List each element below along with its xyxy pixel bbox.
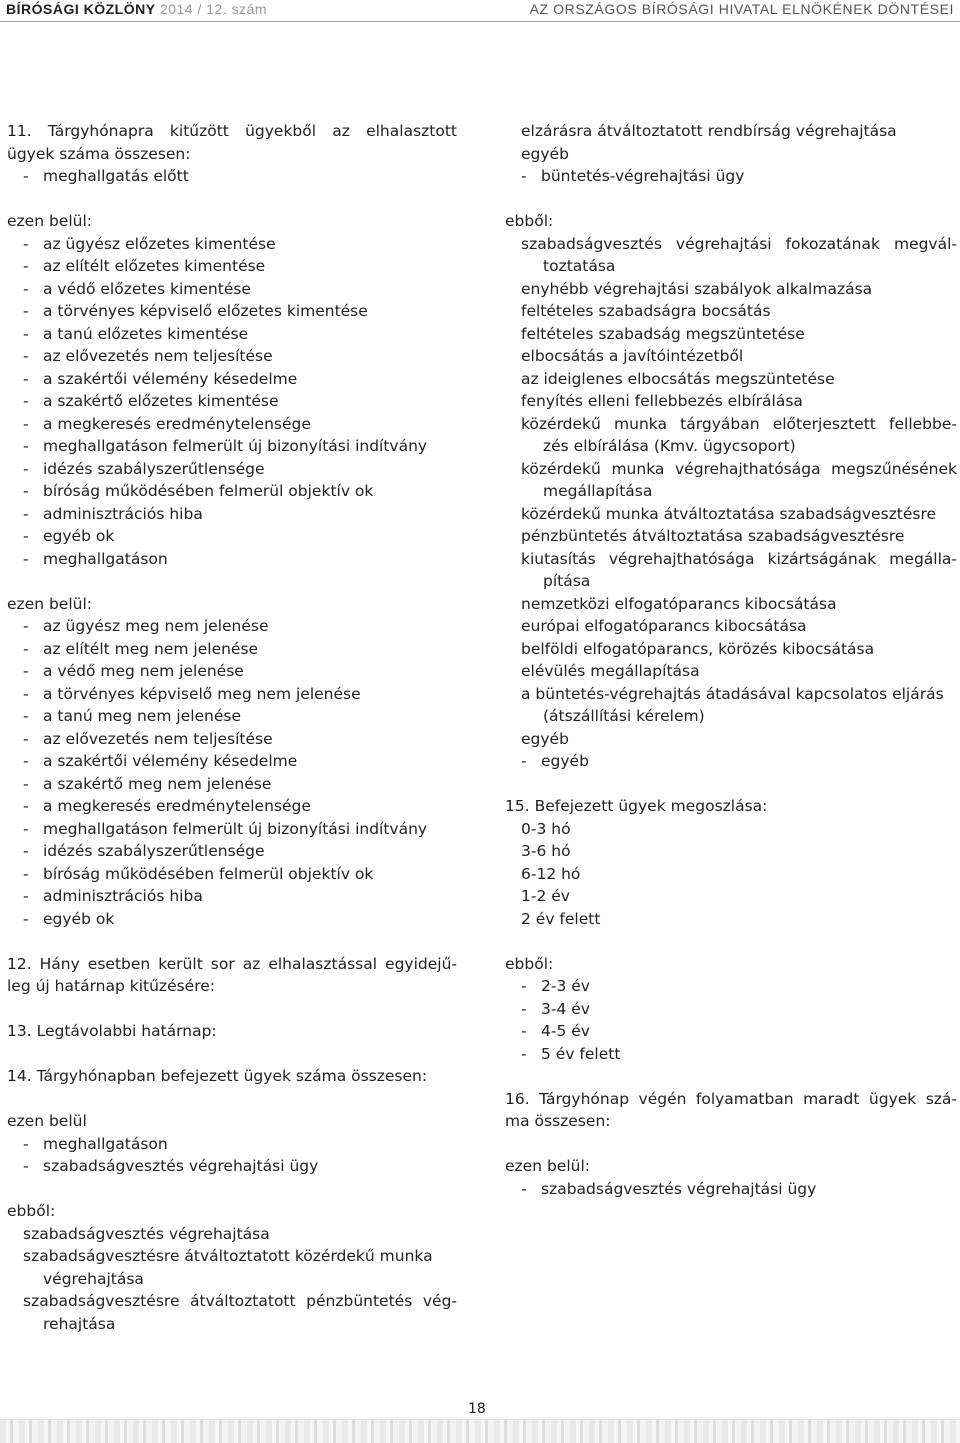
journal-name: BÍRÓSÁGI KÖZLÖNY [6, 1, 156, 17]
list-item: szabadságvesztés végrehajtása [23, 1224, 270, 1243]
issue-number: 2014 / 12. szám [159, 1, 268, 17]
list-item: kiutasítás végrehajthatósága kizártságának megálla- [521, 549, 957, 568]
right-column: elzárásra átváltoztatott rendbírság végrehajtása egyéb - büntetés-végrehajtási ügy ebből: szabadságvesztés végrehajtási fokozatának megvál- toztatása enyhébb végrehajtási szabályok alkalmazása feltételes szabadságra bocsátás feltételes szabadság megszüntetése elbocsátás a javítóintézetből az ideiglenes elbocsátás megszüntetése fenyítés elleni fellebbezés elbírálása közérdekű munka tárgyában előterjesztett fellebbe- zés elbírálása (Kmv. ügycsoport) közérdekű munka végrehajthatósága megszűnésének megállapítása közérdekű munka átváltoztatása szabadságvesztésre pénzbüntetés átváltoztatása szabadságvesztésre kiutasítás végrehajthatósága kizártságának megálla- pítása nemzetközi elfogatóparancs kibocsátása európai elfogatóparancs kibocsátása belföldi elfogatóparancs, körözés kibocsátása elévülés megállapítása a büntetés-végrehajtás átadásával kapcsolatos eljárás (átszállítási kérelem) egyéb - egyéb 15. Befejezett ügyek megoszlása: 0-3 hó 3-6 hó 6-12 hó 1-2 év 2 év felett ebből: - 2-3 év - 3-4 év - 4-5 év - 5 év felett 16. Tárgyhónap végén folyamatban maradt ügyek szá- ma összesen: ezen belül: - szabadságvesztés végrehajtási ügy [505, 120, 957, 1200]
list-item: szabadságvesztés végrehajtási fokozatának megvál- [521, 234, 957, 253]
page-footer [0, 1397, 960, 1442]
question-11-cont: ügyek száma összesen: [7, 144, 191, 163]
list-item: - egyéb ok [23, 909, 115, 928]
list-item: - az ügyész meg nem jelenése [23, 617, 269, 635]
question-12: 12. Hány esetben került sor az elhalasztással egyidejű- [7, 954, 457, 973]
list-item: - meghallgatáson [23, 1134, 168, 1153]
list-item: - szabadságvesztés végrehajtási ügy [23, 1157, 319, 1175]
list-item: 1-2 év [521, 887, 570, 905]
list-item: - a törvényes képviselő előzetes kimentése [23, 302, 368, 320]
list-item: - 5 év felett [521, 1044, 621, 1063]
section-label: ebből: [7, 1202, 56, 1220]
list-item: - egyéb [521, 752, 589, 770]
list-item: - az elítélt előzetes kimentése [23, 257, 266, 275]
list-item: közérdekű munka végrehajthatósága megszűnésének [521, 459, 957, 478]
list-item: - a megkeresés eredménytelensége [23, 414, 311, 433]
list-item: - az elővezetés nem teljesítése [23, 729, 273, 748]
list-item: fenyítés elleni fellebbezés elbírálása [521, 392, 803, 410]
list-item: feltételes szabadság megszüntetése [521, 324, 805, 343]
list-item: - bíróság működésében felmerül objektív ok [23, 482, 374, 500]
list-item: elbocsátás a javítóintézetből [521, 347, 744, 365]
section-label: ebből: [505, 954, 554, 973]
list-item: - a védő előzetes kimentése [23, 279, 251, 298]
list-item: - a szakértői vélemény késedelme [23, 369, 298, 388]
question-13: 13. Legtávolabbi határnap: [7, 1022, 217, 1040]
list-item: - meghallgatáson felmerült új bizonyítási indítvány [23, 819, 428, 838]
list-item: enyhébb végrehajtási szabályok alkalmazása [521, 279, 873, 298]
list-item: - szabadságvesztés végrehajtási ügy [521, 1179, 817, 1198]
list-item: - meghallgatáson [23, 549, 168, 568]
list-item: az ideiglenes elbocsátás megszüntetése [521, 369, 835, 388]
section-label: ezen belül: [7, 594, 92, 613]
list-item: - adminisztrációs hiba [23, 504, 203, 523]
list-item: közérdekű munka tárgyában előterjesztett fellebbe- [521, 414, 957, 433]
list-item: - a tanú meg nem jelenése [23, 707, 242, 725]
list-item: feltételes szabadságra bocsátás [521, 302, 771, 320]
before-hearing-list [7, 233, 457, 571]
list-item: - adminisztrációs hiba [23, 887, 203, 905]
question-11: 11. Tárgyhónapra kitűzött ügyekből az elhalasztott [7, 122, 457, 140]
section-label: ezen belül: [7, 212, 92, 230]
section-label: ezen belül: [505, 1157, 590, 1175]
list-item: - idézés szabályszerűtlensége [23, 842, 265, 860]
section-title [530, 1, 954, 17]
left-column: 11. Tárgyhónapra kitűzött ügyekből az elhalasztott ügyek száma összesen: - meghallgatás előtt ezen belül: - az ügyész előzetes kimentése - az elítélt előzetes kimentése - a védő előzetes kimentése - a törvényes képviselő előzetes kimentése - a tanú előzetes kimentése - az elővezetés nem teljesítése - a szakértői vélemény késedelme - a szakértő előzetes kimentése - a megkeresés eredménytelensége - meghallgatáson felmerült új bizonyítási indítvány - idézés szabályszerűtlensége - bíróság működésében felmerül objektív ok - adminisztrációs hiba - egyéb ok - meghallgatáson ezen belül: - az ügyész meg nem jelenése - az elítélt meg nem jelenése - a védő meg nem jelenése - a törvényes képviselő meg nem jelenése - a tanú meg nem jelenése - az elővezetés nem teljesítése - a szakértői vélemény késedelme - a szakértő meg nem jelenése - a megkeresés eredménytelensége - meghallgatáson felmerült új bizonyítási indítvány - idézés szabályszerűtlensége - bíróság működésében felmerül objektív ok - adminisztrációs hiba - egyéb ok 12. Hány esetben került sor az elhalasztással egyidejű- leg új határnap kitűzésére: 13. Legtávolabbi határnap: 14. Tárgyhónapban befejezett ügyek száma összesen: ezen belül - meghallgatáson - szabadságvesztés végrehajtási ügy ebből: szabadságvesztés végrehajtása szabadságvesztésre átváltoztatott közérdekű munka végrehajtása szabadságvesztésre átváltoztatott pénzbüntetés vég- rehajtása [7, 122, 457, 1333]
question-14: 14. Tárgyhónapban befejezett ügyek száma összesen: [7, 1067, 428, 1085]
page-number: 18 [468, 1401, 486, 1417]
section-label: ezen belül [7, 1112, 87, 1130]
header-rule [0, 21, 960, 22]
list-item: - bíróság működésében felmerül objektív ok [23, 864, 374, 883]
decorative-footer-band [0, 1419, 960, 1443]
running-header [0, 0, 960, 22]
list-item: 6-12 hó [521, 864, 581, 883]
list-item: európai elfogatóparancs kibocsátása [521, 617, 807, 635]
list-item: nemzetközi elfogatóparancs kibocsátása [521, 594, 837, 613]
list-item: egyéb [521, 729, 569, 748]
list-item: a büntetés-végrehajtás átadásával kapcsolatos eljárás [521, 684, 944, 703]
list-item: - az elítélt meg nem jelenése [23, 639, 259, 658]
list-item: - büntetés-végrehajtási ügy [521, 167, 745, 185]
at-hearing-list [7, 615, 457, 930]
list-item: - 4-5 év [521, 1022, 590, 1040]
list-item: - 3-4 év [521, 999, 590, 1018]
list-item: - a tanú előzetes kimentése [23, 324, 249, 343]
list-item: 3-6 hó [521, 842, 571, 860]
list-item: 2 év felett [521, 909, 601, 928]
question-16: 16. Tárgyhónap végén folyamatban maradt ügyek szá- [505, 1089, 957, 1108]
list-item: - a megkeresés eredménytelensége [23, 797, 311, 815]
list-item: - az elővezetés nem teljesítése [23, 347, 273, 365]
section-title-text: AZ ORSZÁGOS BÍRÓSÁGI HIVATAL ELNÖKÉNEK DÖNTÉSEI [529, 1, 954, 17]
list-item: elévülés megállapítása [521, 662, 700, 680]
list-item: szabadságvesztésre átváltoztatott közérdekű munka [23, 1247, 433, 1265]
list-item: - a védő meg nem jelenése [23, 662, 244, 680]
list-item: belföldi elfogatóparancs, körözés kibocsátása [521, 639, 875, 658]
journal-title [6, 1, 267, 17]
question-15: 15. Befejezett ügyek megoszlása: [505, 797, 768, 815]
question-12-cont: leg új határnap kitűzésére: [7, 977, 216, 995]
list-item: szabadságvesztésre átváltoztatott pénzbüntetés vég- [23, 1292, 457, 1310]
list-item: közérdekű munka átváltoztatása szabadságvesztésre [521, 504, 937, 523]
question-16-cont: ma összesen: [505, 1112, 611, 1130]
list-item: - egyéb ok [23, 527, 115, 545]
list-item: - meghallgatás előtt [23, 167, 189, 185]
list-item: - a szakértő előzetes kimentése [23, 392, 279, 410]
list-item: - idézés szabályszerűtlensége [23, 459, 265, 478]
list-item: elzárásra átváltoztatott rendbírság végrehajtása [521, 122, 897, 140]
list-item: - 2-3 év [521, 977, 590, 995]
list-item: - az ügyész előzetes kimentése [23, 234, 276, 253]
list-item: - a szakértői vélemény késedelme [23, 752, 298, 770]
section-label: ebből: [505, 212, 554, 230]
list-item: egyéb [521, 144, 569, 163]
list-item: pénzbüntetés átváltoztatása szabadságvesztésre [521, 527, 905, 545]
list-item: 0-3 hó [521, 819, 571, 838]
list-item: - a szakértő meg nem jelenése [23, 774, 272, 793]
list-item: - a törvényes képviselő meg nem jelenése [23, 684, 361, 703]
list-item: - meghallgatáson felmerült új bizonyítási indítvány [23, 437, 428, 455]
